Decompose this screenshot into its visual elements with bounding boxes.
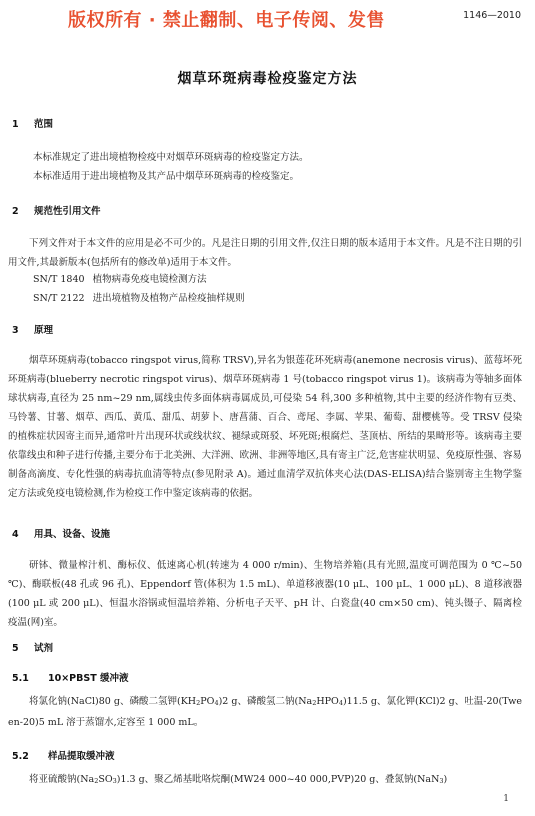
section-3-paragraph-1: 烟草环斑病毒(tobacco ringspot virus,简称 TRSV),异名为银莲花环死病毒(anemone necrosis virus)、蓝莓坏死环斑病毒(blueberry necrotic ringspot virus)、烟草环斑病毒 1 号(tobacco ringspot virus 1)。该病毒为等轴多面体球状病毒,直径为 25 nm~29 nm,属线虫传多面体病毒属成员,可侵染 54 科,300 多种植物,其中主要的经济作物有豆类、马铃薯、甘薯、烟草、西瓜、黄瓜、甜瓜、胡萝卜、唐菖蒲、百合、鸢尾、李属、苹果、葡萄、甜樱桃等。受 TRSV 侵染的植株症状因寄主而异,通常叶片出现环状或线状纹、褪绿或斑驳、坏死斑;根腐烂、茎顶枯、所结的果畸形等。该病毒主要依靠线虫和种子进行传播,主要分布于北美洲、大洋洲、欧洲、非洲等地区,具有寄主广泛,危害症状明显、免疫原性强、容易制备高滴度、专化性强的病毒抗血清等特点(参见附录 A)。通过血清学双抗体夹心法(DAS-ELISA)结合鉴别寄主生物学鉴定方法或免疫电镜检测,作为检疫工作中鉴定该病毒的依据。 (8, 355, 522, 499)
normative-reference-list (33, 270, 253, 308)
text-run: ) (443, 774, 448, 785)
section-5-2-heading (12, 748, 115, 762)
reference-code: SN/T 2122 (33, 293, 85, 304)
text-run: PO (200, 696, 215, 707)
section-5-heading (12, 640, 53, 654)
reference-name: 植物病毒免疫电镜检测方法 (92, 274, 207, 285)
standard-number: 1146—2010 (463, 10, 521, 21)
text-run: )2 g、磷酸氢二钠(Na (218, 696, 313, 707)
section-5-2-paragraph (8, 770, 522, 791)
subscript: 2 (196, 699, 201, 707)
section-2-heading (12, 203, 101, 217)
section-5-1-paragraph (8, 692, 522, 732)
section-number: 5.1 (12, 673, 29, 684)
subscript: 3 (439, 777, 444, 785)
reference-code: SN/T 1840 (33, 274, 85, 285)
text-run: )1.3 g、聚乙烯基吡咯烷酮(MW24 000~40 000,PVP)20 g、叠氮钠(NaN (116, 774, 440, 785)
reference-name: 进出境植物及植物产品检疫抽样规则 (92, 293, 245, 304)
reference-item (33, 270, 253, 289)
section-number: 2 (12, 206, 19, 217)
section-1-heading (12, 116, 53, 130)
section-number: 4 (12, 529, 19, 540)
section-title: 规范性引用文件 (34, 206, 101, 217)
page-number: 1 (503, 794, 509, 804)
section-title: 用具、设备、设施 (34, 529, 111, 540)
section-title: 10×PBST 缓冲液 (48, 673, 129, 684)
section-title: 试剂 (34, 643, 54, 654)
section-number: 3 (12, 325, 19, 336)
section-1-paragraph-1: 本标准规定了进出境植物检疫中对烟草环斑病毒的检疫鉴定方法。 (33, 152, 309, 163)
subscript: 3 (112, 777, 117, 785)
subscript: 4 (338, 699, 343, 707)
section-1-paragraph-2: 本标准适用于进出境植物及其产品中烟草环斑病毒的检疫鉴定。 (33, 171, 300, 182)
section-title: 范围 (34, 119, 54, 130)
section-5-1-heading (12, 670, 129, 684)
section-title: 原理 (34, 325, 54, 336)
text-run: SO (98, 774, 113, 785)
text-run: 将亚硫酸钠(Na (29, 774, 95, 785)
section-number: 5 (12, 643, 19, 654)
subscript: 2 (312, 699, 317, 707)
section-3-heading (12, 322, 53, 336)
section-number: 1 (12, 119, 19, 130)
section-4-paragraph-1: 研钵、微量榨汁机、酶标仪、低速离心机(转速为 4 000 r/min)、生物培养箱(具有光照,温度可调范围为 0 ℃~50 ℃)、酶联板(48 孔或 96 孔)、Eppendorf 管(体积为 1.5 mL)、单道移液器(10 μL、100 μL、1 000 μL)、8 道移液器(100 μL 或 200 μL)、恒温水浴锅或恒温培养箱、分析电子天平、pH 计、白瓷盘(40 cm×50 cm)、钝头镊子、隔离检疫温(网)室。 (8, 560, 522, 628)
reference-item (33, 289, 253, 308)
section-title: 样品提取缓冲液 (48, 751, 115, 762)
subscript: 2 (94, 777, 99, 785)
text-run: )11.5 g、氯化钾(KCl)2 g、吐温-20(Tween-20)5 mL 溶于蒸馏水,定容至 1 000 mL。 (8, 696, 522, 728)
document-title: 烟草环斑病毒检疫鉴定方法 (177, 71, 358, 87)
section-2-paragraph-1: 下列文件对于本文件的应用是必不可少的。凡是注日期的引用文件,仅注日期的版本适用于本文件。凡是不注日期的引用文件,其最新版本(包括所有的修改单)适用于本文件。 (8, 238, 522, 268)
text-run: HPO (316, 696, 339, 707)
subscript: 4 (214, 699, 219, 707)
section-number: 5.2 (12, 751, 29, 762)
text-run: 将氯化钠(NaCl)80 g、磷酸二氢钾(KH (29, 696, 197, 707)
copyright-watermark: 版权所有 · 禁止翻制、电子传阅、发售 (68, 10, 385, 31)
section-4-heading (12, 526, 110, 540)
